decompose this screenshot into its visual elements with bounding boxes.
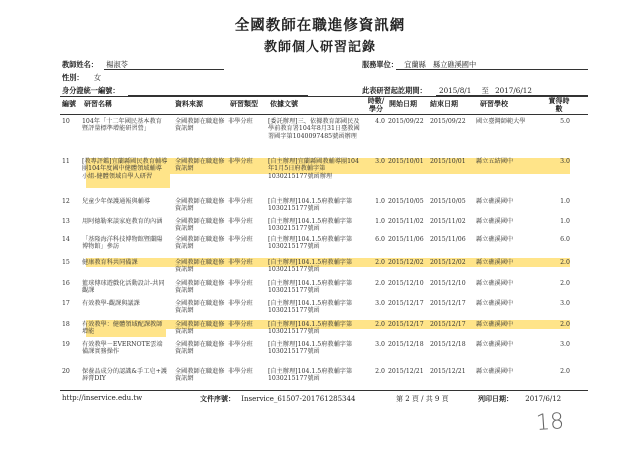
- row-credit: 3.0: [560, 341, 570, 348]
- row-course-name: 籃球傳球遊戲化活動設計-共同觀課: [82, 280, 165, 295]
- row-course-name: 有效教學-觀課與議課: [82, 300, 140, 307]
- header-bottom-rule: [60, 114, 588, 115]
- page-indicator: 第 2 頁 / 共 9 頁: [396, 395, 449, 403]
- row-school: 縣立礁溪國中: [476, 259, 514, 266]
- row-type: 非學分班: [228, 300, 253, 307]
- name-underline: [104, 69, 224, 70]
- row-source: 全國教師在職進修資訊網: [175, 118, 225, 133]
- row-start-date: 2015/12/18: [388, 341, 424, 348]
- row-doc-ref: [自主辦理]104.1.5府教輔字第1030215177號函: [268, 368, 353, 383]
- period-label: 此表研習起訖期間：: [362, 86, 427, 95]
- teacher-unit: 宜蘭縣 縣立礁溪國中: [404, 60, 477, 69]
- row-type: 非學分班: [228, 321, 253, 328]
- row-school: 縣立礁溪國中: [476, 341, 514, 348]
- row-credit: 1.0: [560, 198, 570, 205]
- row-doc-ref: [委託辦理]三、依據教育部國民及學前教育署104年8月31日臺教國署國字第1040097485號函辦理: [268, 118, 360, 140]
- row-course-name: [教專評鑑]宜蘭縣國民教育輔導團104年度國中健體領域輔導小組-健體領域自學人研習: [82, 158, 168, 180]
- site-url: http://inservice.edu.tw: [62, 394, 143, 402]
- row-credit: 2.0: [560, 368, 570, 375]
- row-end-date: 2015/10/01: [430, 158, 466, 165]
- row-number: 16: [62, 280, 70, 287]
- row-credit: 3.0: [560, 300, 570, 307]
- row-hours: 2.0: [375, 321, 385, 328]
- row-source: 全國教師在職進修資訊網: [175, 341, 225, 356]
- col-header-start: 開始日期: [389, 99, 417, 108]
- row-school: 縣立礁溪國中: [476, 198, 514, 205]
- row-number: 12: [62, 198, 70, 205]
- row-end-date: 2015/12/17: [430, 300, 466, 307]
- row-doc-ref: [自主辦理]104.1.5府教輔字第1030215177號函: [268, 280, 353, 295]
- row-start-date: 2015/12/21: [388, 368, 424, 375]
- row-end-date: 2015/12/02: [430, 259, 466, 266]
- unit-underline: [396, 69, 588, 70]
- row-end-date: 2015/12/17: [430, 321, 466, 328]
- unit-label: 服務單位：: [362, 60, 398, 69]
- row-start-date: 2015/11/06: [388, 236, 424, 243]
- row-number: 15: [62, 259, 70, 266]
- row-source: 全國教師在職進修資訊網: [175, 236, 225, 251]
- page-title: 全國教師在職進修資訊網: [234, 17, 406, 34]
- row-end-date: 2015/11/06: [430, 236, 466, 243]
- row-hours: 1.0: [375, 198, 385, 205]
- print-date-label: 列印日期：: [478, 394, 513, 403]
- row-school: 縣立礁溪國中: [476, 280, 514, 287]
- row-course-name: 104年「十二年國民基本教育暨評量標準增能研習營」: [82, 118, 162, 133]
- row-type: 非學分班: [228, 280, 253, 287]
- row-number: 17: [62, 300, 70, 307]
- row-school: 縣立礁溪國中: [476, 300, 514, 307]
- col-header-end: 結束日期: [430, 99, 458, 108]
- row-doc-ref: [自主辦理]104.1.5府教輔字第1030215177號函: [268, 236, 353, 251]
- document-serial: [200, 394, 355, 404]
- row-end-date: 2015/10/05: [430, 198, 466, 205]
- name-label: 教師姓名：: [62, 60, 98, 69]
- row-end-date: 2015/12/21: [430, 368, 466, 375]
- row-course-name: 兒童少年保護通報與輔導: [82, 198, 151, 205]
- row-credit: 6.0: [560, 236, 570, 243]
- handwritten-page-note: 18: [535, 409, 565, 436]
- row-hours: 6.0: [375, 236, 385, 243]
- col-header-hours: 時數/學分: [367, 96, 385, 113]
- row-course-name: 保養品成分的認識&手工皂+護唇膏DIY: [82, 368, 167, 383]
- col-header-source: 資料來源: [175, 99, 203, 108]
- row-end-date: 2015/12/18: [430, 341, 466, 348]
- row-number: 18: [62, 321, 70, 328]
- row-type: 非學分班: [228, 259, 253, 266]
- row-school: 縣立五結國中: [476, 158, 514, 165]
- row-end-date: 2015/09/22: [430, 118, 466, 125]
- col-header-no: 編號: [62, 99, 76, 108]
- row-number: 19: [62, 341, 70, 348]
- row-start-date: 2015/12/17: [388, 300, 424, 307]
- row-school: 縣立礁溪國中: [476, 218, 514, 225]
- document-serial-label: 文件序號：: [200, 394, 235, 403]
- period-to: 2017/6/12: [495, 86, 532, 95]
- row-doc-ref: [自主辦理]104.1.5府教輔字第1030215177號函: [268, 300, 353, 315]
- document-serial-value: Inservice_61507-201761285344: [241, 395, 356, 403]
- row-credit: 2.0: [560, 259, 570, 266]
- row-doc-ref: [自主辦理]104.1.5府教輔字第1030215177號函: [268, 341, 353, 356]
- row-course-name: 健康教育科共同備課: [82, 259, 138, 266]
- row-course-name: 有效教學：健體領域配課教師增能: [82, 321, 163, 336]
- row-type: 非學分班: [228, 368, 253, 375]
- row-type: 非學分班: [228, 218, 253, 225]
- row-start-date: 2015/12/10: [388, 280, 424, 287]
- row-hours: 2.0: [375, 368, 385, 375]
- row-credit: 2.0: [560, 280, 570, 287]
- footer-rule: [60, 390, 588, 391]
- row-hours: 2.0: [375, 280, 385, 287]
- row-hours: 1.0: [375, 218, 385, 225]
- gender-label: 性別：: [62, 73, 84, 82]
- row-doc-ref: [自主辦理]104.1.5府教輔字第1030215177號函: [268, 321, 353, 336]
- row-type: 非學分班: [228, 158, 253, 165]
- row-source: 全國教師在職進修資訊網: [175, 218, 225, 233]
- period-to-label: 至: [481, 86, 489, 95]
- row-school: 縣立礁溪國中: [476, 368, 514, 375]
- row-start-date: 2015/12/17: [388, 321, 424, 328]
- row-number: 14: [62, 236, 70, 243]
- row-number: 20: [62, 368, 70, 375]
- row-type: 非學分班: [228, 198, 253, 205]
- row-type: 非學分班: [228, 236, 253, 243]
- row-school: 縣立礁溪國中: [476, 236, 514, 243]
- col-header-name: 研習名稱: [84, 99, 112, 108]
- print-date-value: 2017/6/12: [525, 395, 562, 403]
- row-source: 全國教師在職進修資訊網: [175, 321, 225, 336]
- row-start-date: 2015/12/02: [388, 259, 424, 266]
- row-start-date: 2015/10/01: [388, 158, 424, 165]
- row-hours: 3.0: [375, 300, 385, 307]
- row-source: 全國教師在職進修資訊網: [175, 198, 225, 213]
- row-credit: 1.0: [560, 218, 570, 225]
- row-source: 全國教師在職進修資訊網: [175, 368, 225, 383]
- row-hours: 3.0: [375, 341, 385, 348]
- teacher-name: 楊淑苓: [106, 60, 128, 69]
- row-number: 13: [62, 218, 70, 225]
- row-end-date: 2015/11/02: [430, 218, 466, 225]
- row-source: 全國教師在職進修資訊網: [175, 259, 225, 274]
- row-school: 國立臺灣師範大學: [476, 118, 526, 125]
- gender-field: [62, 73, 101, 83]
- teacher-gender: 女: [93, 73, 102, 82]
- row-doc-ref: [自主辦理]104.1.5府教輔字第1030215177號函: [268, 218, 353, 233]
- header-top-rule: [60, 96, 588, 97]
- row-credit: 2.0: [560, 321, 570, 328]
- row-end-date: 2015/12/10: [430, 280, 466, 287]
- row-doc-ref: [自主辦理]104.1.5府教輔字第1030215177號函: [268, 259, 353, 274]
- row-doc-ref: [自主辦理]104.1.5府教輔字第1030215177號函: [268, 198, 353, 213]
- row-hours: 3.0: [375, 158, 385, 165]
- col-header-doc: 依據文號: [270, 99, 298, 108]
- row-hours: 2.0: [375, 259, 385, 266]
- row-doc-ref: [自主辦理]宜蘭縣國教輔導團104年1月5日府教輔字第1030215177號函辦理: [268, 158, 359, 180]
- col-header-credit: 實得時數: [548, 96, 570, 113]
- row-start-date: 2015/09/22: [388, 118, 424, 125]
- col-header-type: 研習類型: [230, 99, 258, 108]
- row-credit: 5.0: [560, 118, 570, 125]
- col-header-school: 研習學校: [480, 99, 508, 108]
- row-source: 全國教師在職進修資訊網: [175, 300, 225, 315]
- row-type: 非學分班: [228, 118, 253, 125]
- period-from: 2015/8/1: [439, 86, 472, 95]
- row-hours: 4.0: [375, 118, 385, 125]
- row-credit: 3.0: [560, 158, 570, 165]
- print-date: [478, 394, 561, 404]
- row-number: 11: [62, 158, 70, 165]
- page-subtitle: 教師個人研習記錄: [263, 40, 376, 55]
- row-course-name: 有效教學－EVERNOTE雲端備課實務操作: [82, 341, 163, 356]
- row-type: 非學分班: [228, 341, 253, 348]
- id-label: 身分證統一編號：: [62, 86, 120, 95]
- row-number: 10: [62, 118, 70, 125]
- row-source: 全國教師在職進修資訊網: [175, 158, 225, 173]
- id-field: [62, 86, 120, 96]
- row-start-date: 2015/10/05: [388, 198, 424, 205]
- row-start-date: 2015/11/02: [388, 218, 424, 225]
- row-course-name: 「基隆海洋科技博物館暨蘭陽博物館」參訪: [82, 236, 163, 251]
- row-course-name: 用阿德勒來談家庭教育的內涵: [82, 218, 163, 225]
- row-source: 全國教師在職進修資訊網: [175, 280, 225, 295]
- row-school: 縣立礁溪國中: [476, 321, 514, 328]
